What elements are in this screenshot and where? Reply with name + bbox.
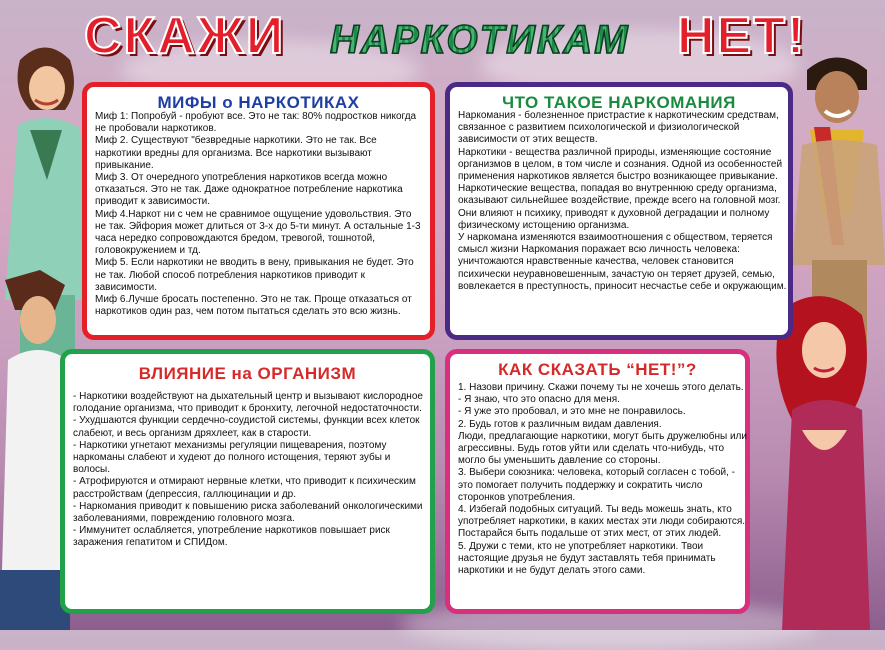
effect-paragraph: - Ухудшаются функции сердечно-соудистой системы, функции всех клеток слабеют, и весь организм дряхлеет, как в старости.	[73, 415, 420, 439]
myth-paragraph: Миф 5. Если наркотики не вводить в вену, привыкания не будет. Это не так. Любой способ потребления наркотиков приводит к зависимости.	[95, 257, 414, 293]
title-part-say: СКАЖИ	[84, 7, 286, 65]
body-effects-title: ВЛИЯНИЕ на ОРГАНИЗМ	[138, 364, 357, 383]
addiction-paragraph: Наркомания - болезненное пристрастие к наркотическим средствам, связанное с развитием психологической и физиологической зависимости от этих веществ.	[458, 110, 779, 146]
advice-paragraph: - Я уже это пробовал, и это мне не понравилось.	[458, 406, 686, 418]
myth-paragraph: Миф 3. От очередного употребления наркотиков всегда можно отказаться. Это не так. Даже однократное потребление наркотика приводит к зависимости.	[95, 172, 403, 208]
title-part-drugs: НАРКОТИКАМ	[330, 18, 630, 62]
myths-panel	[82, 82, 435, 340]
myth-paragraph: Миф 1: Попробуй - пробуют все. Это не так: 80% подростков никогда не пробовали наркотиков.	[95, 111, 417, 135]
how-to-say-no-panel	[445, 349, 750, 614]
body-effects-text	[73, 391, 428, 550]
advice-paragraph: 2. Будь готов к различным видам давления.	[458, 418, 662, 430]
title-part-no: НЕТ!	[677, 7, 807, 65]
addiction-panel	[445, 82, 793, 340]
addiction-title: ЧТО ТАКОЕ НАРКОМАНИЯ	[502, 93, 736, 112]
myth-paragraph: Миф 2. Существуют "безвредные наркотики. Это не так. Все наркотики вредны для организма. Все наркотики вызывают привыкание.	[95, 135, 377, 171]
advice-paragraph: Люди, предлагающие наркотики, могут быть дружелюбны или агрессивны. Будь готов уйти или сделать что-нибудь, что могло бы уменьшить давление со стороны.	[458, 430, 747, 467]
how-to-say-no-title: КАК СКАЗАТЬ “НЕТ!”?	[498, 360, 697, 379]
addiction-paragraph: Наркотические вещества, попадая во внутреннюю среду организма, оказывают сильнейшее воздействие, прежде всего на головной мозг. Они влияют н психику, приводят к духовной деградации и полному физическому истощению организма.	[458, 183, 781, 231]
effect-paragraph: - Атрофируются и отмирают нервные клетки, что приводит к психическим расстройствам (депрессия, галлюцинации и др.	[73, 476, 416, 500]
addiction-paragraph: Наркотики - вещества различной природы, изменяющие состояние организмов в целом, в том числе и сознания. Одной из особенностей применения наркотиков является быстро возникающее привыкание.	[458, 146, 783, 183]
body-effects-panel	[60, 349, 435, 614]
myths-title: МИФЫ о НАРКОТИКАХ	[157, 93, 360, 112]
advice-paragraph: - Я знаю, что это опасно для меня.	[458, 394, 620, 406]
effect-paragraph: - Наркомания приводит к повышению риска заболеваний онкологическими заболеваниями, повреждению головного мозга.	[73, 500, 423, 525]
addiction-text	[458, 110, 788, 293]
effect-paragraph: - Иммунитет ослабляется, употребление наркотиков повышает риск заражения гепатитом и СПИДом.	[73, 525, 390, 549]
myth-paragraph: Миф 4.Наркот ни с чем не сравнимое ощущение удовольствия. Это не так. Эйфория может длиться от 3-х до 5-ти минут. А остальные 1-3 часа нередко сопровождаются бредом, тревогой, тошнотой, головокружением и тд.	[95, 208, 421, 257]
girl-illustration-bottom-right	[752, 290, 885, 630]
advice-paragraph: 4. Избегай подобных ситуаций. Ты ведь можешь знать, кто употребляет наркотики, в каких местах эти люди собираются. Постарайся быть подальше от этих мест, от этих людей.	[458, 504, 746, 540]
poster-title	[0, 6, 885, 68]
addiction-paragraph: У наркомана изменяются взаимоотношения с обществом, теряется смысл жизни Наркомания поражает всю личность человека: уничтожаются нравственные качества, человек становится психически неуравновешенным, зачастую он теряет друзей, семью, вовлекается в преступность, приносит несчастье себе и окружающим.	[458, 232, 787, 292]
effect-paragraph: - Наркотики угнетают механизмы регуляции пищеварения, поэтому наркоманы слабеют и худеют до полного истощения, теряют зубы и волосы.	[73, 439, 391, 476]
myths-text	[95, 111, 425, 318]
myth-paragraph: Миф 6.Лучше бросать постепенно. Это не так. Проще отказаться от наркотиков один раз, чем потом пытаться сделать это всю жизнь.	[95, 294, 412, 318]
advice-paragraph: 1. Назови причину. Скажи почему ты не хочешь этого делать.	[458, 382, 744, 393]
advice-paragraph: 5. Дружи с теми, кто не употребляет наркотики. Твои настоящие друзья не будут заставлять тебя принимать наркотики и не будут делать этого сами.	[458, 540, 716, 577]
effect-paragraph: - Наркотики воздействуют на дыхательный центр и вызывают кислородное голодание организма, что приводит к бронхиту, легочной недостаточности.	[73, 391, 423, 415]
how-to-say-no-text	[458, 382, 748, 577]
advice-paragraph: 3. Выбери союзника: человека, который согласен с тобой, - это помогает получить поддержку и сократить число сторонков употребления.	[458, 467, 735, 503]
